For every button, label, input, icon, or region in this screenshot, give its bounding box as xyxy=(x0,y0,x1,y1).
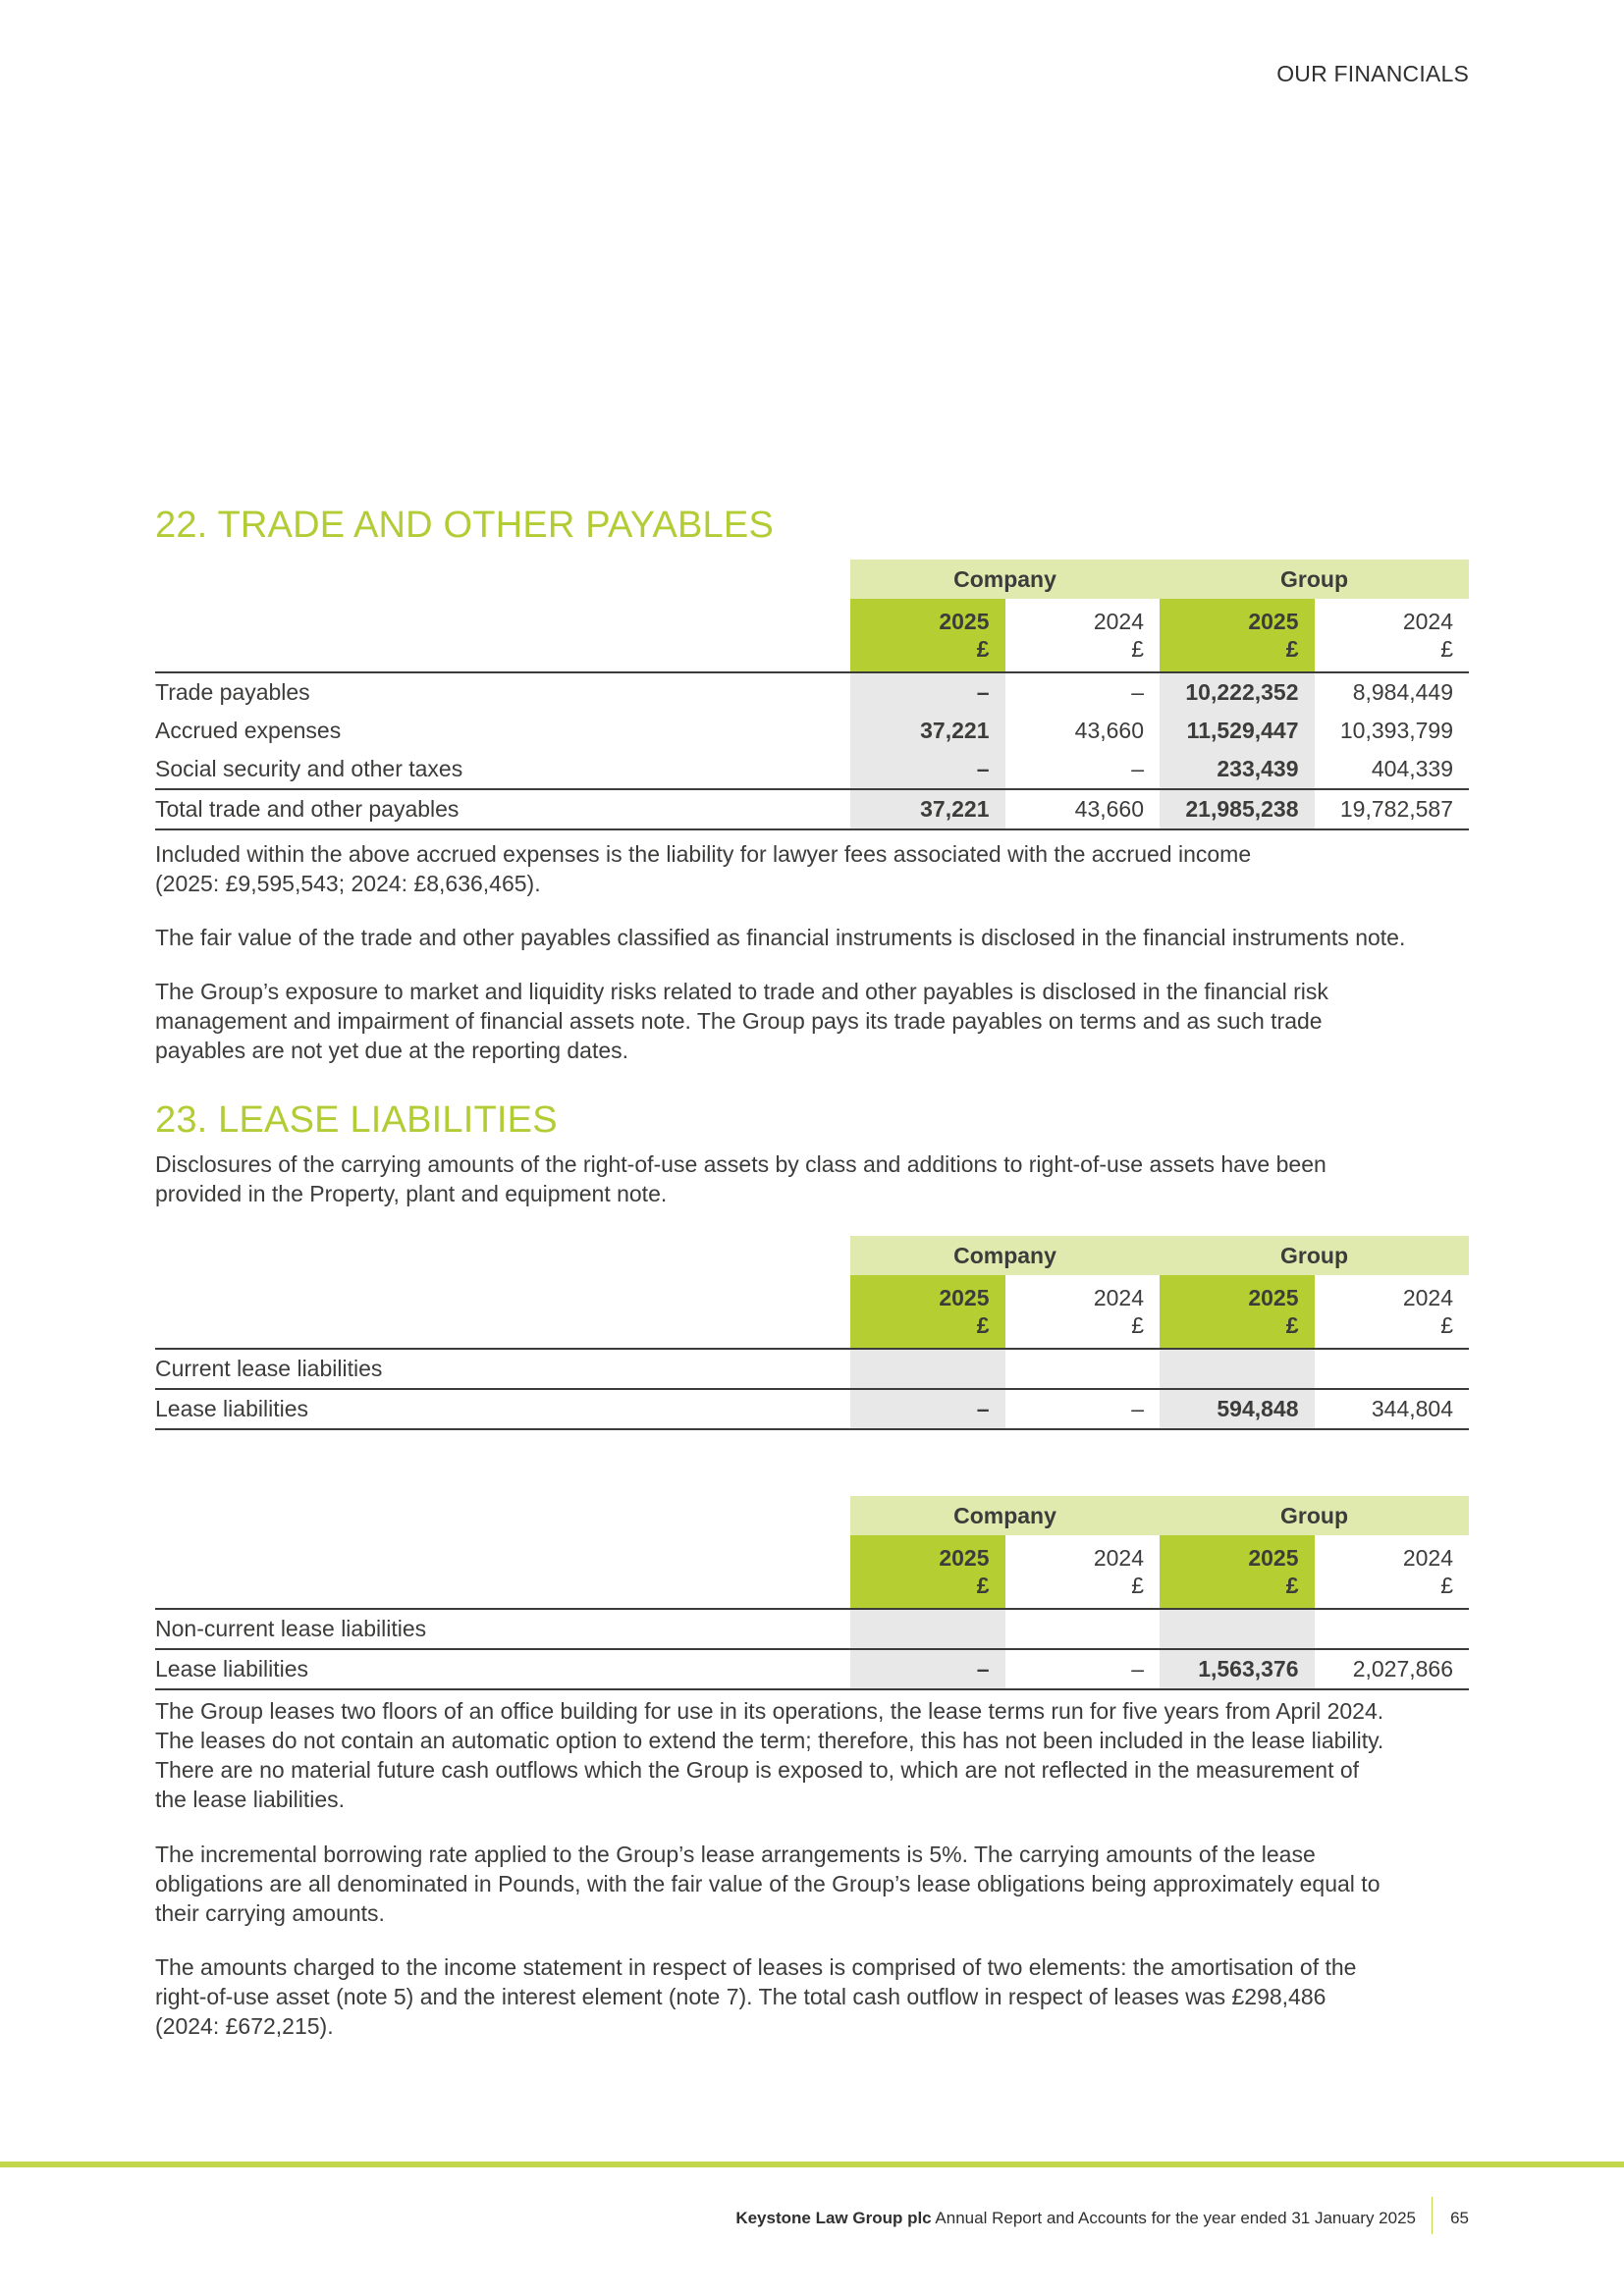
cell-company-2024: – xyxy=(1005,1389,1161,1429)
noncurrent-lease-table-wrap xyxy=(155,1496,1469,1690)
blank-cell xyxy=(1160,1609,1315,1649)
cell-group-2024: 404,339 xyxy=(1371,756,1454,781)
cell-company-2025: 37,221 xyxy=(850,712,1005,750)
section-23-intro xyxy=(155,1149,1469,1208)
blank-cell xyxy=(1315,1349,1470,1389)
footer-divider xyxy=(1432,2197,1433,2234)
company-header: Company xyxy=(850,1496,1160,1535)
year-header-company-current: 2025 £ xyxy=(850,1535,1005,1609)
cell-group-2024: 19,782,587 xyxy=(1315,789,1470,829)
row-label: Total trade and other payables xyxy=(155,789,850,829)
company-header: Company xyxy=(850,1236,1160,1275)
section-23-para-3 xyxy=(155,1952,1469,2041)
section-22-para-3 xyxy=(155,977,1469,1065)
cell-company-2025: – xyxy=(850,750,1005,789)
text-line: The Group leases two floors of an office building for use in its operations, the lease terms run for five years from April 2024. xyxy=(155,1698,1384,1724)
cell-group-2025: 11,529,447 xyxy=(1160,712,1315,750)
blank-cell xyxy=(155,1496,850,1535)
cell-group-2025: 10,222,352 xyxy=(1160,672,1315,712)
year-header-group-prior: 2024 £ xyxy=(1315,1275,1470,1349)
cell-company-2025: 37,221 xyxy=(850,789,1005,829)
group-header: Group xyxy=(1160,1236,1469,1275)
table-group-header xyxy=(155,1236,1469,1275)
footer-accent-bar xyxy=(0,2162,1624,2167)
row-label: Social security and other taxes xyxy=(155,756,463,781)
cell-group-2025: 233,439 xyxy=(1160,750,1315,789)
text-line: Included within the above accrued expenses is the liability for lawyer fees associated with the accrued income xyxy=(155,841,1252,867)
blank-cell xyxy=(850,1609,1005,1649)
section-22 xyxy=(155,504,1469,547)
current-lease-table-wrap xyxy=(155,1236,1469,1430)
text-line: There are no material future cash outflows which the Group is exposed to, which are not reflected in the measurement of xyxy=(155,1757,1360,1783)
cell-company-2024: – xyxy=(1005,1649,1161,1689)
cell-group-2025: 594,848 xyxy=(1160,1389,1315,1429)
year-header-company-current: 2025 £ xyxy=(850,599,1005,672)
year-header-company-prior: 2024 £ xyxy=(1005,1535,1161,1609)
blank-cell xyxy=(155,560,850,599)
table-row xyxy=(155,1389,1469,1429)
text-line: right-of-use asset (note 5) and the interest element (note 7). The total cash outflow in respect of leases was £298,486 xyxy=(155,1984,1326,2009)
year-header-company-current: 2025 £ xyxy=(850,1275,1005,1349)
text-line: The amounts charged to the income statement in respect of leases is comprised of two elements: the amortisation of the xyxy=(155,1954,1357,1980)
noncurrent-lease-table xyxy=(155,1496,1469,1690)
section-23-para-1 xyxy=(155,1696,1469,1814)
trade-payables-table-wrap xyxy=(155,560,1469,830)
year-header-group-prior: 2024 £ xyxy=(1315,599,1470,672)
cell-company-2025: – xyxy=(850,672,1005,712)
table-group-header xyxy=(155,560,1469,599)
cell-company-2024: 43,660 xyxy=(1074,718,1145,743)
year-header-company-prior: 2024 £ xyxy=(1005,599,1161,672)
year-header-group-prior: 2024 £ xyxy=(1315,1535,1470,1609)
section-23-para-2 xyxy=(155,1840,1469,1928)
table-year-header xyxy=(155,1535,1469,1609)
row-subheading: Current lease liabilities xyxy=(155,1356,383,1381)
table-year-header xyxy=(155,599,1469,672)
cell-group-2025: 1,563,376 xyxy=(1160,1649,1315,1689)
table-row xyxy=(155,672,1469,712)
row-label: Trade payables xyxy=(155,679,310,705)
table-row xyxy=(155,750,1469,789)
blank-cell xyxy=(850,1349,1005,1389)
text-line: payables are not yet due at the reporting dates. xyxy=(155,1038,629,1063)
footer-report-title xyxy=(735,2209,1416,2228)
cell-company-2025: – xyxy=(850,1649,1005,1689)
blank-cell xyxy=(155,599,850,672)
text-line: their carrying amounts. xyxy=(155,1900,385,1926)
section-22-para-2 xyxy=(155,923,1469,952)
blank-cell xyxy=(1005,1609,1161,1649)
table-row xyxy=(155,1649,1469,1689)
blank-cell xyxy=(1315,1609,1470,1649)
year-header-group-current: 2025 £ xyxy=(1160,599,1315,672)
cell-group-2024: 344,804 xyxy=(1315,1389,1470,1429)
trade-payables-table xyxy=(155,560,1469,830)
cell-group-2025: 21,985,238 xyxy=(1160,789,1315,829)
cell-company-2024: – xyxy=(1131,756,1145,781)
company-header: Company xyxy=(850,560,1160,599)
table-group-header xyxy=(155,1496,1469,1535)
cell-company-2024: 43,660 xyxy=(1005,789,1161,829)
row-label: Accrued expenses xyxy=(155,718,342,743)
section-22-para-1 xyxy=(155,839,1469,898)
text-line: obligations are all denominated in Pounds, with the fair value of the Group’s lease obligations being approximately equal to xyxy=(155,1871,1380,1896)
text-line: management and impairment of financial assets note. The Group pays its trade payables on terms and as such trade xyxy=(155,1008,1323,1034)
cell-group-2024: 10,393,799 xyxy=(1339,718,1454,743)
section-23-title: 23. LEASE LIABILITIES xyxy=(155,1099,558,1141)
group-header: Group xyxy=(1160,1496,1469,1535)
blank-cell xyxy=(155,1236,850,1275)
footer-report: Annual Report and Accounts for the year ended 31 January 2025 xyxy=(931,2209,1416,2227)
blank-cell xyxy=(1005,1349,1161,1389)
section-header-label: OUR FINANCIALS xyxy=(1276,61,1469,86)
text-line: The Group’s exposure to market and liquidity risks related to trade and other payables is disclosed in the financial risk xyxy=(155,979,1328,1004)
cell-group-2024: 2,027,866 xyxy=(1315,1649,1470,1689)
text-line: (2025: £9,595,543; 2024: £8,636,465). xyxy=(155,871,541,896)
text-line: The leases do not contain an automatic option to extend the term; therefore, this has not been included in the lease liability. xyxy=(155,1728,1384,1753)
cell-company-2025: – xyxy=(850,1389,1005,1429)
footer-company: Keystone Law Group plc xyxy=(735,2209,932,2227)
text-line: provided in the Property, plant and equipment note. xyxy=(155,1181,668,1206)
text-line: (2024: £672,215). xyxy=(155,2013,334,2039)
table-total-row xyxy=(155,789,1469,829)
table-row xyxy=(155,712,1469,750)
section-22-title: 22. TRADE AND OTHER PAYABLES xyxy=(155,505,774,546)
blank-cell xyxy=(1160,1349,1315,1389)
current-lease-table xyxy=(155,1236,1469,1430)
blank-cell xyxy=(155,1275,850,1349)
table-subheading-row xyxy=(155,1609,1469,1649)
table-year-header xyxy=(155,1275,1469,1349)
cell-group-2024: 8,984,449 xyxy=(1352,679,1454,705)
table-subheading-row xyxy=(155,1349,1469,1389)
section-23 xyxy=(155,1098,1469,1142)
text-line: The incremental borrowing rate applied to the Group’s lease arrangements is 5%. The carrying amounts of the lease xyxy=(155,1842,1316,1867)
row-label: Lease liabilities xyxy=(155,1389,850,1429)
text-line: Disclosures of the carrying amounts of the right-of-use assets by class and additions to right-of-use assets have been xyxy=(155,1151,1326,1177)
row-label: Lease liabilities xyxy=(155,1649,850,1689)
text-line: The fair value of the trade and other payables classified as financial instruments is disclosed in the financial instruments note. xyxy=(155,925,1406,950)
row-subheading: Non-current lease liabilities xyxy=(155,1616,427,1641)
year-header-group-current: 2025 £ xyxy=(1160,1535,1315,1609)
cell-company-2024: – xyxy=(1131,679,1145,705)
text-line: the lease liabilities. xyxy=(155,1787,346,1812)
page-number: 65 xyxy=(1450,2209,1469,2227)
year-header-company-prior: 2024 £ xyxy=(1005,1275,1161,1349)
blank-cell xyxy=(155,1535,850,1609)
year-header-group-current: 2025 £ xyxy=(1160,1275,1315,1349)
group-header: Group xyxy=(1160,560,1469,599)
